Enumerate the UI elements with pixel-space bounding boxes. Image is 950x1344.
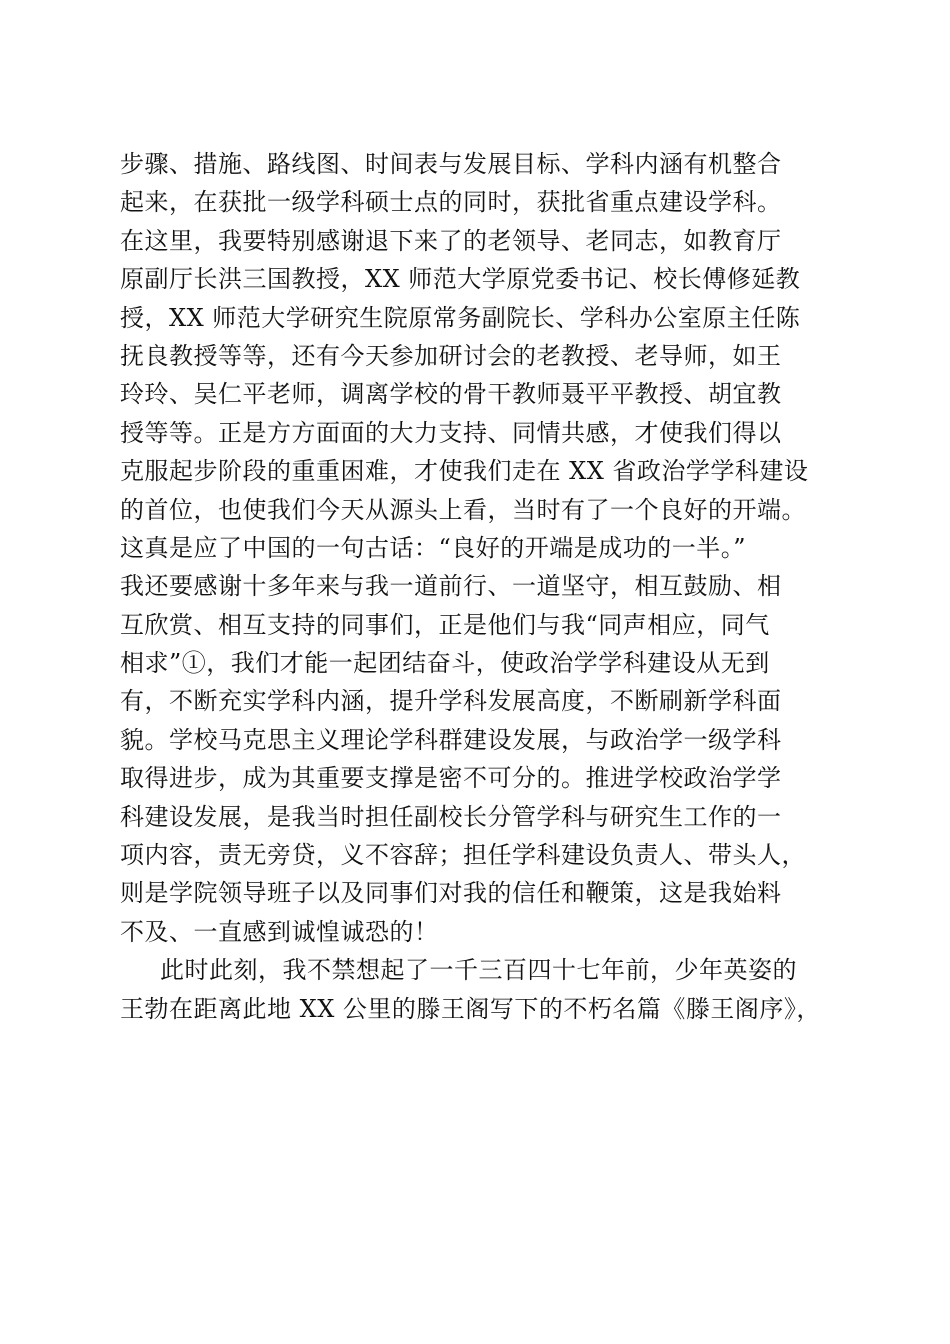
text-line: 步骤、措施、路线图、时间表与发展目标、学科内涵有机整合 bbox=[120, 150, 782, 178]
text-line: 取得进步，成为其重要支撑是密不可分的。推进学校政治学学 bbox=[120, 764, 782, 793]
text-line: 项内容，责无旁贷，义不容辞；担任学科建设负责人、带头人， bbox=[120, 841, 806, 870]
paragraph-first-line: 此时此刻，我不禁想起了一千三百四十七年前，少年英姿的 bbox=[160, 956, 797, 985]
text-line: 互欣赏、相互支持的同事们，正是他们与我“同声相应，同气 bbox=[120, 610, 770, 639]
text-line: 原副厅长洪三国教授，XX 师范大学原党委书记、校长傅修延教 bbox=[120, 265, 801, 294]
text-line: 起来，在获批一级学科硕士点的同时，获批省重点建设学科。 bbox=[120, 188, 782, 217]
body-text bbox=[120, 145, 840, 1028]
text-line: 有，不断充实学科内涵，提升学科发展高度，不断刷新学科面 bbox=[120, 687, 782, 716]
text-line: 王勃在距离此地 XX 公里的滕王阁写下的不朽名篇《滕王阁序》， bbox=[120, 994, 821, 1023]
text-line: 貌。学校马克思主义理论学科群建设发展，与政治学一级学科 bbox=[120, 725, 782, 754]
text-line: 相求”①，我们才能一起团结奋斗，使政治学学科建设从无到 bbox=[120, 649, 770, 678]
text-line: 抚良教授等等，还有今天参加研讨会的老教授、老导师，如王 bbox=[120, 341, 782, 370]
text-line: 不及、一直感到诚惶诚恐的！ bbox=[120, 917, 439, 946]
text-line: 我还要感谢十多年来与我一道前行、一道坚守，相互鼓励、相 bbox=[120, 572, 782, 601]
text-line: 科建设发展，是我当时担任副校长分管学科与研究生工作的一 bbox=[120, 802, 782, 831]
text-line: 的首位，也使我们今天从源头上看，当时有了一个良好的开端。 bbox=[120, 495, 806, 524]
text-line: 授，XX 师范大学研究生院原常务副院长、学科办公室原主任陈 bbox=[120, 303, 801, 332]
text-line: 克服起步阶段的重重困难，才使我们走在 XX 省政治学学科建设 bbox=[120, 457, 809, 486]
text-line: 在这里，我要特别感谢退下来了的老领导、老同志，如教育厅 bbox=[120, 226, 782, 255]
text-line: 授等等。正是方方面面的大力支持、同情共感，才使我们得以 bbox=[120, 418, 782, 447]
text-line: 则是学院领导班子以及同事们对我的信任和鞭策，这是我始料 bbox=[120, 879, 782, 908]
text-line: 玲玲、吴仁平老师，调离学校的骨干教师聂平平教授、胡宜教 bbox=[120, 380, 782, 409]
text-line: 这真是应了中国的一句古话：“良好的开端是成功的一半。” bbox=[120, 533, 747, 562]
